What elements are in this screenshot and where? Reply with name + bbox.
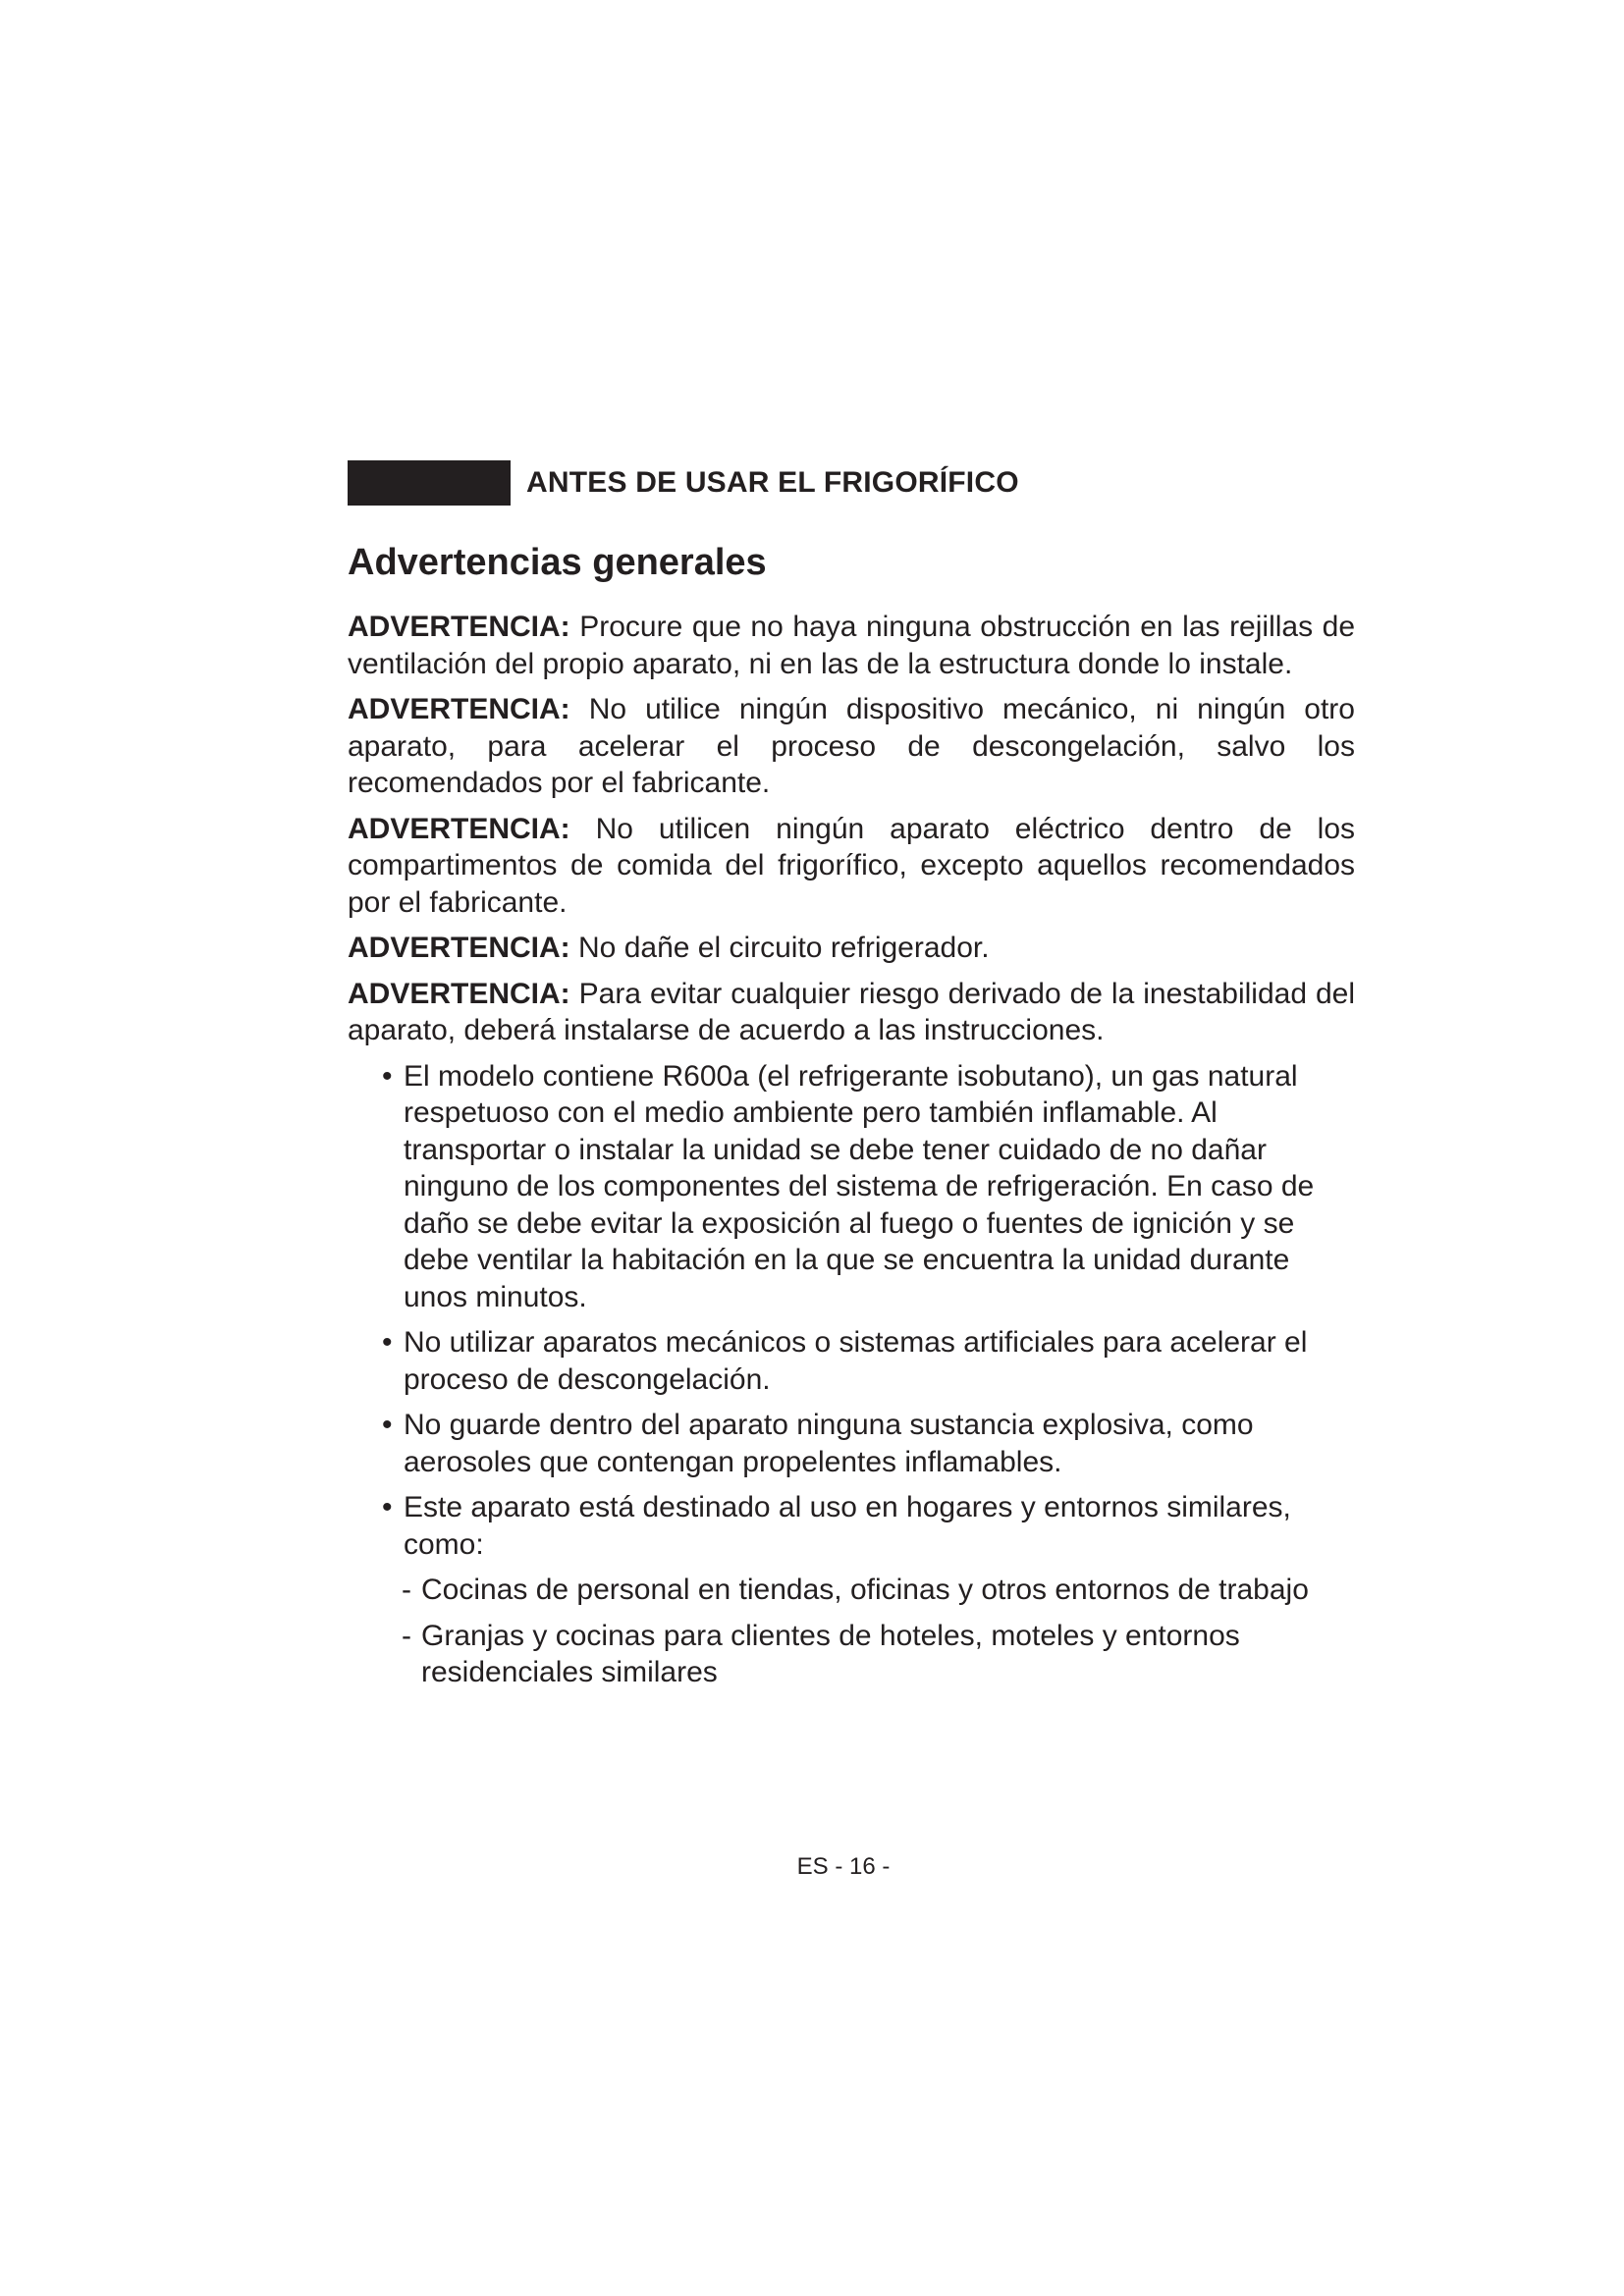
warning-paragraph xyxy=(348,691,1355,802)
page-number: ES - 16 - xyxy=(796,1853,891,1880)
bullet-text: Este aparato está destinado al uso en hogares y entornos similares, como: xyxy=(404,1491,1291,1561)
bullet-marker: • xyxy=(382,1409,393,1441)
warning-text: Procure que no haya ninguna obstrucción en las rejillas de ventilación del propio aparato, ni en las de la estructura donde lo instale. xyxy=(348,611,1356,680)
section-header-bar xyxy=(348,460,511,506)
bullet-text: No guarde dentro del aparato ninguna sustancia explosiva, como aerosoles que contengan propelentes inflamables. xyxy=(404,1409,1254,1478)
bullet-item xyxy=(348,1489,1355,1563)
bullet-marker: • xyxy=(382,1326,393,1359)
warning-label: ADVERTENCIA: xyxy=(348,611,570,643)
warning-paragraph xyxy=(348,930,1355,967)
bullet-text: No utilizar aparatos mecánicos o sistemas artificiales para acelerar el proceso de descongelación. xyxy=(404,1326,1308,1396)
sub-list xyxy=(348,1572,1355,1691)
bullet-text: El modelo contiene R600a (el refrigerante isobutano), un gas natural respetuoso con el medio ambiente pero también inflamable. Al transportar o instalar la unidad se debe tener cuidado de no dañar ninguno de los componentes del sistema de refrigeración. En caso de daño se debe evitar la exposición al fuego o fuentes de ignición y se debe ventilar la habitación en la que se encuentra la unidad durante unos minutos. xyxy=(404,1059,1315,1313)
section-header xyxy=(348,460,1019,506)
warning-paragraph xyxy=(348,811,1355,922)
sub-item-marker: - xyxy=(402,1619,411,1652)
sub-item-text: Cocinas de personal en tiendas, oficinas y otros entornos de trabajo xyxy=(421,1574,1309,1606)
warning-text: No dañe el circuito refrigerador. xyxy=(578,932,990,964)
warning-label: ADVERTENCIA: xyxy=(348,977,570,1010)
sub-item-marker: - xyxy=(402,1574,411,1606)
content xyxy=(348,609,1355,1700)
bullet-marker: • xyxy=(382,1059,393,1093)
warning-label: ADVERTENCIA: xyxy=(348,932,570,964)
sub-item xyxy=(348,1572,1355,1609)
bullet-marker: • xyxy=(382,1491,393,1523)
warning-text: Para evitar cualquier riesgo derivado de la inestabilidad del aparato, deberá instalarse de acuerdo a las instrucciones. xyxy=(348,977,1355,1046)
warning-label: ADVERTENCIA: xyxy=(348,812,570,845)
warning-label: ADVERTENCIA: xyxy=(348,693,570,725)
sub-item-text: Granjas y cocinas para clientes de hoteles, moteles y entornos residenciales similares xyxy=(421,1619,1240,1688)
warning-paragraph xyxy=(348,609,1355,682)
warning-paragraph xyxy=(348,976,1355,1049)
sub-item xyxy=(348,1618,1355,1691)
bullet-item xyxy=(348,1324,1355,1398)
bullet-item xyxy=(348,1058,1355,1316)
section-title: ANTES DE USAR EL FRIGORÍFICO xyxy=(526,466,1019,499)
warning-text: No utilicen ningún aparato eléctrico dentro de los compartimentos de comida del frigorífico, excepto aquellos recomendados por el fabricante. xyxy=(348,812,1356,919)
bullet-list xyxy=(348,1058,1355,1564)
bullet-item xyxy=(348,1407,1355,1480)
warning-text: No utilice ningún dispositivo mecánico, ni ningún otro aparato, para acelerar el proceso de descongelación, salvo los recomendados por el fabricante. xyxy=(348,693,1355,799)
page-title: Advertencias generales xyxy=(348,542,767,583)
